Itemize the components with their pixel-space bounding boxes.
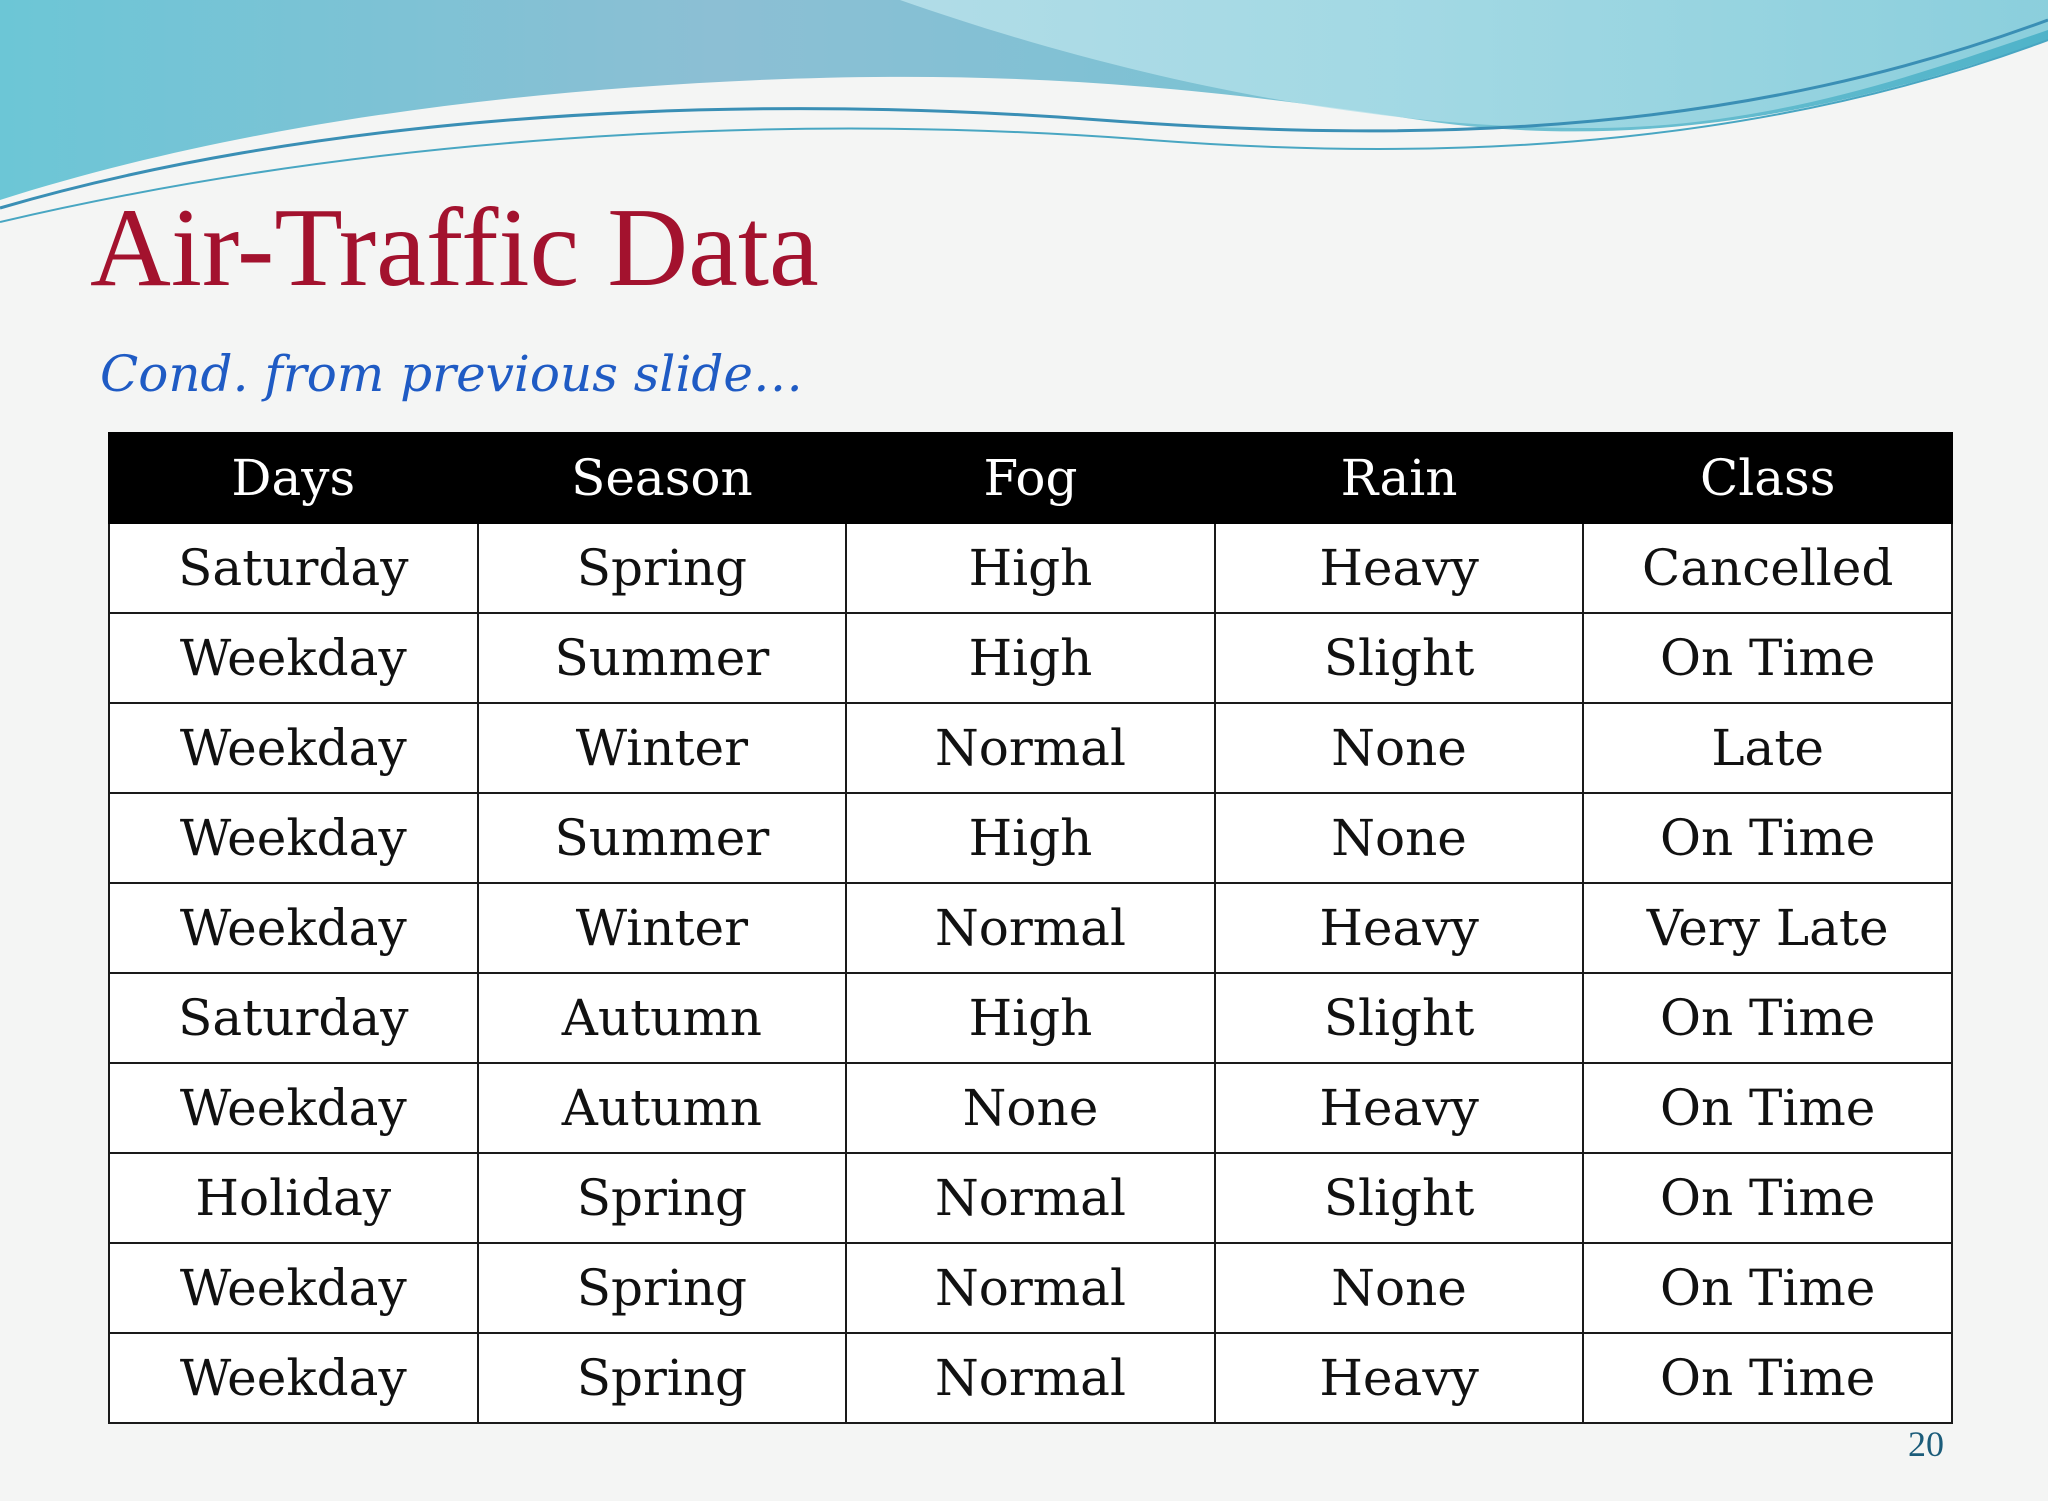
table-row (109, 1243, 1952, 1333)
air-traffic-table (108, 432, 1953, 1424)
cell-fog: Normal (846, 703, 1215, 793)
table-header-row (109, 433, 1952, 523)
cell-season: Spring (478, 1243, 847, 1333)
cell-class: On Time (1583, 613, 1952, 703)
cell-rain: None (1215, 793, 1584, 883)
cell-fog: Normal (846, 1153, 1215, 1243)
table-row (109, 793, 1952, 883)
cell-fog: High (846, 793, 1215, 883)
table-row (109, 613, 1952, 703)
cell-rain: Heavy (1215, 1333, 1584, 1423)
cell-class: Cancelled (1583, 523, 1952, 613)
cell-season: Winter (478, 703, 847, 793)
cell-season: Autumn (478, 1063, 847, 1153)
cell-rain: Heavy (1215, 1063, 1584, 1153)
cell-season: Spring (478, 1153, 847, 1243)
cell-fog: High (846, 973, 1215, 1063)
cell-fog: None (846, 1063, 1215, 1153)
cell-season: Spring (478, 523, 847, 613)
cell-days: Saturday (109, 523, 478, 613)
cell-class: On Time (1583, 1063, 1952, 1153)
cell-season: Summer (478, 793, 847, 883)
cell-class: Very Late (1583, 883, 1952, 973)
cell-class: Late (1583, 703, 1952, 793)
table-row (109, 1153, 1952, 1243)
cell-class: On Time (1583, 973, 1952, 1063)
cell-days: Weekday (109, 703, 478, 793)
cell-season: Autumn (478, 973, 847, 1063)
table-row (109, 703, 1952, 793)
cell-fog: High (846, 613, 1215, 703)
cell-days: Saturday (109, 973, 478, 1063)
cell-days: Weekday (109, 1063, 478, 1153)
table-row (109, 1063, 1952, 1153)
cell-rain: Slight (1215, 1153, 1584, 1243)
cell-rain: Slight (1215, 613, 1584, 703)
cell-days: Weekday (109, 1243, 478, 1333)
column-header-season: Season (478, 433, 847, 523)
cell-rain: Heavy (1215, 523, 1584, 613)
cell-rain: Heavy (1215, 883, 1584, 973)
cell-rain: Slight (1215, 973, 1584, 1063)
column-header-days: Days (109, 433, 478, 523)
cell-fog: High (846, 523, 1215, 613)
cell-fog: Normal (846, 1243, 1215, 1333)
table-row (109, 523, 1952, 613)
cell-class: On Time (1583, 793, 1952, 883)
cell-rain: None (1215, 1243, 1584, 1333)
cell-days: Holiday (109, 1153, 478, 1243)
table-row (109, 973, 1952, 1063)
cell-days: Weekday (109, 1333, 478, 1423)
cell-class: On Time (1583, 1243, 1952, 1333)
cell-class: On Time (1583, 1153, 1952, 1243)
cell-rain: None (1215, 703, 1584, 793)
page-number: 20 (1908, 1424, 1944, 1464)
cell-season: Summer (478, 613, 847, 703)
table-row (109, 1333, 1952, 1423)
slide-title: Air-Traffic Data (90, 186, 819, 310)
cell-season: Winter (478, 883, 847, 973)
cell-season: Spring (478, 1333, 847, 1423)
cell-days: Weekday (109, 613, 478, 703)
cell-days: Weekday (109, 883, 478, 973)
column-header-class: Class (1583, 433, 1952, 523)
column-header-fog: Fog (846, 433, 1215, 523)
cell-fog: Normal (846, 883, 1215, 973)
table-row (109, 883, 1952, 973)
cell-class: On Time (1583, 1333, 1952, 1423)
cell-fog: Normal (846, 1333, 1215, 1423)
column-header-rain: Rain (1215, 433, 1584, 523)
slide-subtitle: Cond. from previous slide… (100, 345, 804, 403)
cell-days: Weekday (109, 793, 478, 883)
